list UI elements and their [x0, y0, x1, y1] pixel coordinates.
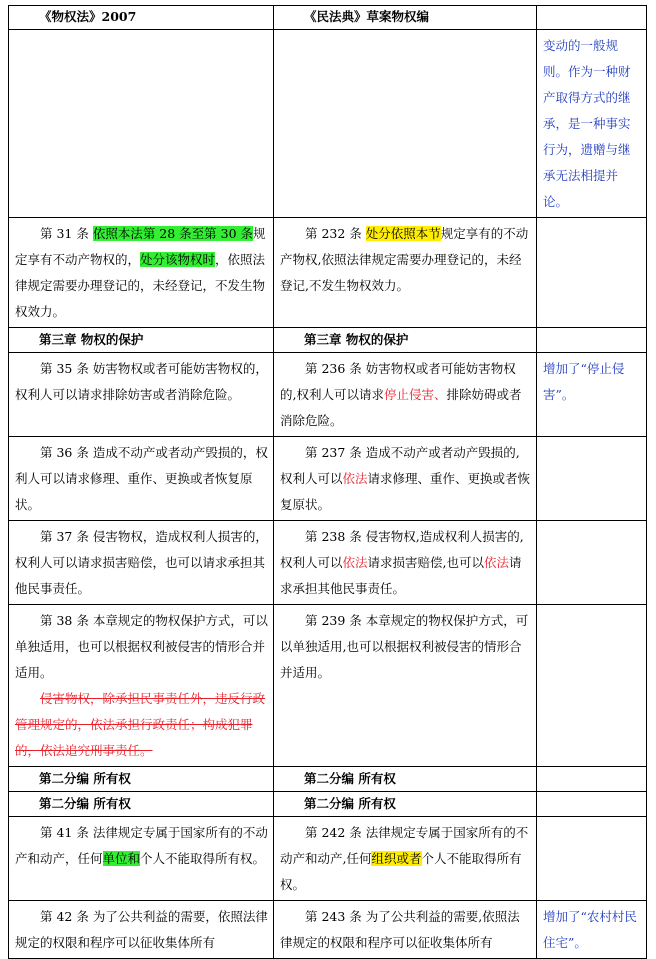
cell-note	[537, 328, 647, 353]
cell-new-art243: 第 243 条 为了公共利益的需要,依照法律规定的权限和程序可以征收集体所有	[274, 901, 537, 959]
table-row	[9, 605, 647, 767]
header-cell-old-law: 《物权法》2007	[9, 6, 274, 30]
highlight-yellow: 组织或者	[371, 851, 422, 866]
cell-old-part: 第二分编 所有权	[9, 792, 274, 817]
table-header-row	[9, 6, 647, 30]
cell-new-art238: 第 238 条 侵害物权,造成权利人损害的,权利人可以依法请求损害赔偿,也可以依法请求承担其他民事责任。	[274, 521, 537, 605]
chapter-row	[9, 328, 647, 353]
table-row	[9, 437, 647, 521]
cell-old-art36: 第 36 条 造成不动产或者动产毁损的，权利人可以请求修理、重作、更换或者恢复原状。	[9, 437, 274, 521]
cell-old-art38: 第 38 条 本章规定的物权保护方式，可以单独适用，也可以根据权利被侵害的情形合并适用。 侵害物权，除承担民事责任外，违反行政管理规定的，依法承担行政责任；构成犯罪的，依法追究刑事责任。	[9, 605, 274, 767]
note-text: 增加了“农村村民住宅”。	[543, 909, 637, 950]
cell-new-part: 第二分编 所有权	[274, 767, 537, 792]
cell-new-art239: 第 239 条 本章规定的物权保护方式，可以单独适用,也可以根据权利被侵害的情形合并适用。	[274, 605, 537, 767]
cell-old-art41: 第 41 条 法律规定专属于国家所有的不动产和动产，任何单位和个人不能取得所有权。	[9, 817, 274, 901]
part-row	[9, 767, 647, 792]
highlight-yellow: 处分依照本节	[365, 226, 441, 241]
table-row	[9, 521, 647, 605]
added-text: 依法	[484, 555, 510, 570]
highlight-green: 依照本法第 28 条至第 30 条	[92, 226, 254, 241]
cell-note	[537, 353, 647, 437]
cell-note	[537, 521, 647, 605]
cell-note	[537, 767, 647, 792]
cell-old-art37: 第 37 条 侵害物权，造成权利人损害的，权利人可以请求损害赔偿，也可以请求承担其他民事责任。	[9, 521, 274, 605]
cell-old-art42: 第 42 条 为了公共利益的需要，依照法律规定的权限和程序可以征收集体所有	[9, 901, 274, 959]
cell-new	[274, 30, 537, 218]
comparison-table	[8, 5, 647, 959]
cell-note	[537, 218, 647, 328]
cell-note	[537, 792, 647, 817]
cell-old	[9, 30, 274, 218]
cell-note	[537, 605, 647, 767]
cell-note	[537, 30, 647, 218]
header-cell-civil-code: 《民法典》草案物权编	[274, 6, 537, 30]
cell-old-chapter: 第三章 物权的保护	[9, 328, 274, 353]
cell-note	[537, 817, 647, 901]
highlight-green: 单位和	[102, 851, 141, 866]
added-text: 依法	[342, 471, 368, 486]
table-row	[9, 817, 647, 901]
note-text: 变动的一般规则。作为一种财产取得方式的继承，是一种事实行为，遗赠与继承无法相提并论。	[543, 38, 631, 209]
cell-new-part: 第二分编 所有权	[274, 792, 537, 817]
header-cell-notes	[537, 6, 647, 30]
cell-old-art35: 第 35 条 妨害物权或者可能妨害物权的，权利人可以请求排除妨害或者消除危险。	[9, 353, 274, 437]
cell-old-part: 第二分编 所有权	[9, 767, 274, 792]
table-row	[9, 353, 647, 437]
cell-new-art242: 第 242 条 法律规定专属于国家所有的不动产和动产,任何组织或者个人不能取得所有权。	[274, 817, 537, 901]
part-row	[9, 792, 647, 817]
deleted-text: 侵害物权，除承担民事责任外，违反行政管理规定的，依法承担行政责任；构成犯罪的，依法追究刑事责任。	[15, 691, 266, 758]
cell-new-art236: 第 236 条 妨害物权或者可能妨害物权的,权利人可以请求停止侵害、排除妨碍或者消除危险。	[274, 353, 537, 437]
cell-new-art232: 第 232 条 处分依照本节规定享有的不动产物权,依照法律规定需要办理登记的，未经登记,不发生物权效力。	[274, 218, 537, 328]
cell-new-art237: 第 237 条 造成不动产或者动产毁损的,权利人可以依法请求修理、重作、更换或者恢复原状。	[274, 437, 537, 521]
added-text: 依法	[342, 555, 368, 570]
cell-new-chapter: 第三章 物权的保护	[274, 328, 537, 353]
note-text: 增加了“停止侵害”。	[543, 361, 625, 402]
highlight-green: 处分该物权时	[140, 252, 216, 267]
cell-old-art31: 第 31 条 依照本法第 28 条至第 30 条规定享有不动产物权的，处分该物权时，依照法律规定需要办理登记的，未经登记，不发生物权效力。	[9, 218, 274, 328]
table-row	[9, 218, 647, 328]
table-row	[9, 901, 647, 959]
added-text: 停止侵害、	[383, 387, 447, 402]
cell-note	[537, 901, 647, 959]
cell-note	[537, 437, 647, 521]
table-row	[9, 30, 647, 218]
